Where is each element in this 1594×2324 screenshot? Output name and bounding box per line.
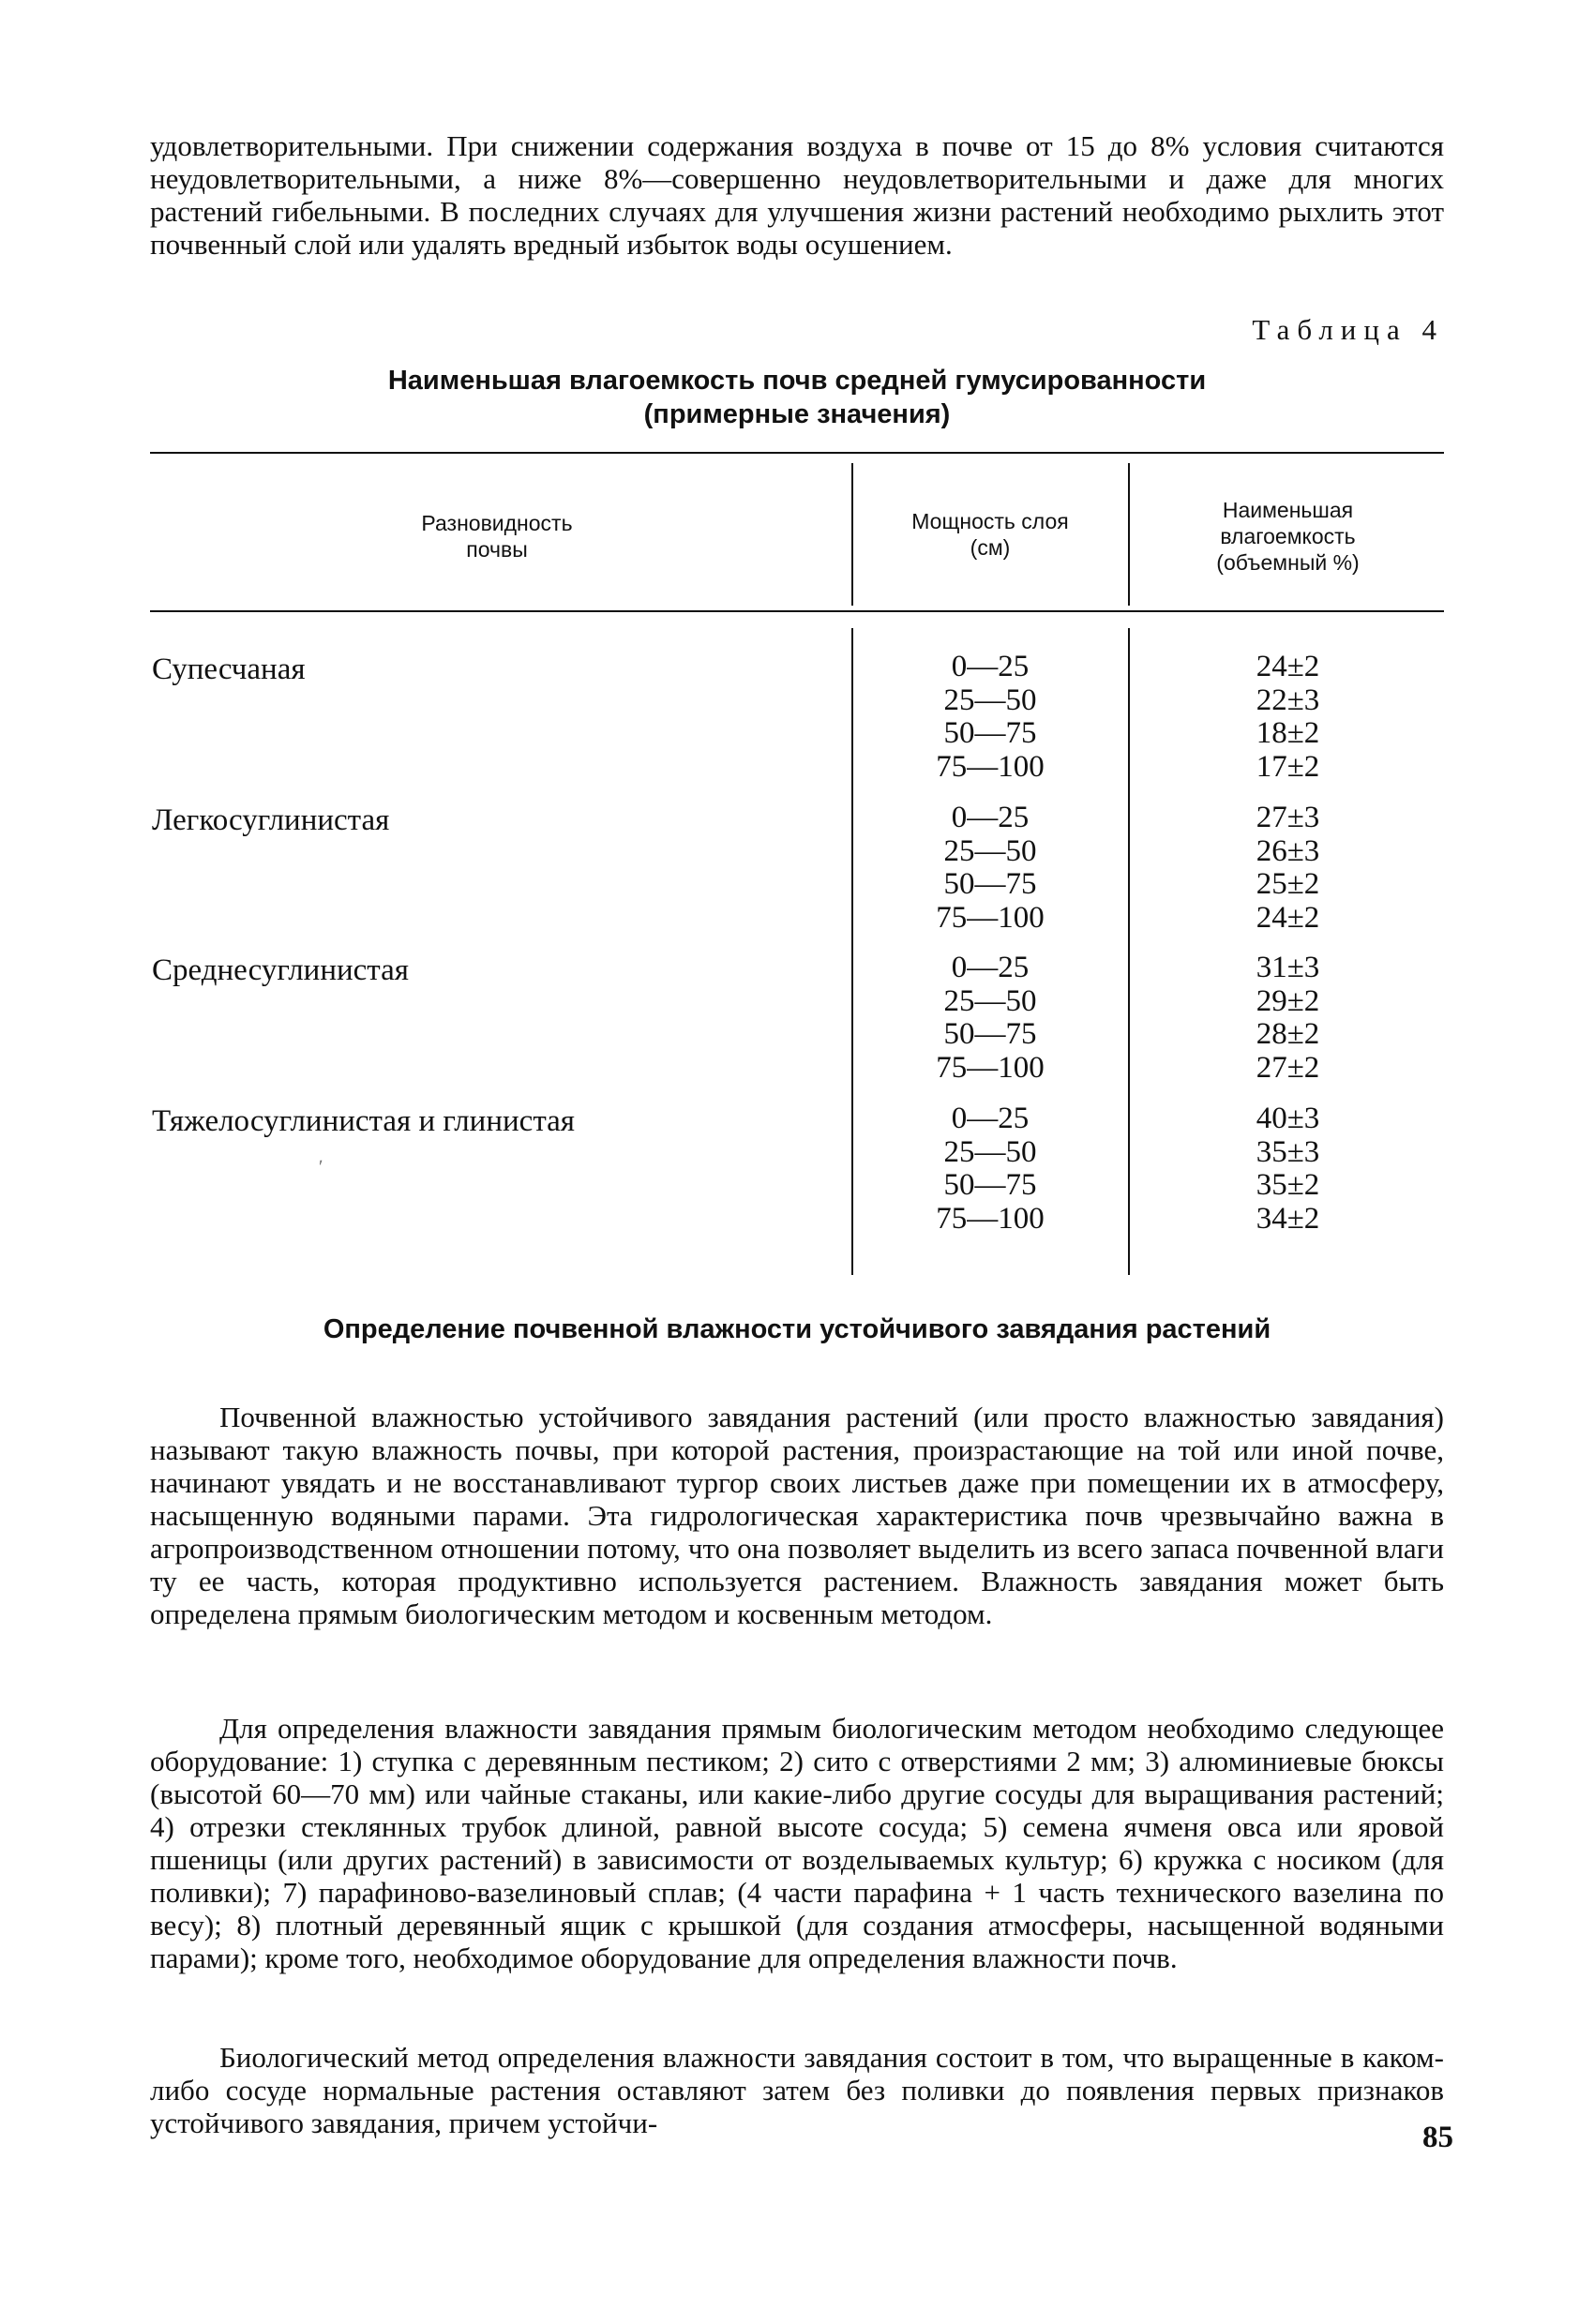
body-paragraph-2: Для определения влажности завядания прямым биологическим методом необходимо следующее оборудование: 1) ступка с деревянным пестиком; 2) сито с отверстиями 2 мм; 3) алюминиевые бюксы (высотой 60—70 мм) или чайные стаканы, или какие-либо другие сосуды для выращивания растений; 4) отрезки стеклянных трубок длиной, равной высоте сосуда; 5) семена ячменя овса или яровой пшеницы (или других растений) в зависимости от возделываемых культур; 6) кружка с носиком (для поливки); 7) парафиново-вазелиновый сплав; (4 части парафина + 1 часть технического вазелина по весу); 8) плотный деревянный ящик с крышкой (для создания атмосферы, насыщенной водяными парами); кроме того, необходимое оборудование для определения влажности почв. (150, 1712, 1444, 1974)
table-header-rule (150, 610, 1444, 612)
soil-type-label: Супесчаная (152, 652, 306, 686)
depth-cell-group: 0—25 25—50 50—75 75—100 (936, 801, 1045, 936)
table-title-line-2: (примерные значения) (643, 399, 951, 429)
soil-type-label: Среднесуглинистая (152, 953, 409, 987)
body-paragraph-3: Биологический метод определения влажности завядания состоит в том, что выращенные в каком-либо сосуде нормальные растения оставляют затем без поливки до появления первых признаков устойчивого завядания, причем устойчи- (150, 2041, 1444, 2139)
moisture-cell-group: 24±2 22±3 18±2 17±2 (1256, 650, 1320, 785)
header-divider-1 (851, 463, 853, 606)
stray-mark: ʹ (319, 1157, 323, 1177)
moisture-cell-group: 27±3 26±3 25±2 24±2 (1256, 801, 1320, 936)
header-moisture-capacity: Наименьшая влагоемкость (объемный %) (1216, 498, 1360, 575)
soil-type-label: Легкосуглинистая (152, 803, 390, 837)
table-title-line-1: Наименьшая влагоемкость почв средней гумусированности (387, 366, 1207, 396)
depth-cell-group: 0—25 25—50 50—75 75—100 (936, 650, 1045, 785)
table-top-rule (150, 452, 1444, 454)
body-paragraph-1: Почвенной влажностью устойчивого завядания растений (или просто влажностью завядания) называют такую влажность почвы, при которой растения, произрастающие на той или иной почве, начинают увядать и не восстанавливают тургор своих листьев даже при помещении их в атмосферу, насыщенную водяными парами. Эта гидрологическая характеристика почв чрезвычайно важна в агропроизводственном отношении потому, что она позволяет выделить из всего запаса почвенной влаги ту ее часть, которая продуктивно используется растением. Влажность завядания может быть определена прямым биологическим методом и косвенным методом. (150, 1401, 1444, 1630)
body-divider-1 (851, 628, 853, 1275)
depth-cell-group: 0—25 25—50 50—75 75—100 (936, 951, 1045, 1086)
moisture-cell-group: 31±3 29±2 28±2 27±2 (1256, 951, 1320, 1086)
moisture-cell-group: 40±3 35±3 35±2 34±2 (1256, 1102, 1320, 1237)
body-divider-2 (1128, 628, 1130, 1275)
table-title (150, 364, 1444, 431)
section-title: Определение почвенной влажности устойчивого завядания растений (323, 1314, 1271, 1344)
soil-type-label: Тяжелосуглинистая и глинистая (152, 1104, 575, 1138)
depth-cell-group: 0—25 25—50 50—75 75—100 (936, 1102, 1045, 1237)
header-divider-2 (1128, 463, 1130, 606)
table-label: Таблица 4 (1252, 313, 1444, 346)
page-number: 85 (1422, 2121, 1453, 2154)
header-layer-depth: Мощность слоя (см) (911, 509, 1069, 560)
header-soil-type: Разновидность почвы (421, 511, 573, 562)
intro-paragraph: удовлетворительными. При снижении содержания воздуха в почве от 15 до 8% условия считаются неудовлетворительными, а ниже 8%—совершенно неудовлетворительными и даже для многих растений гибельными. В последних случаях для улучшения жизни растений необходимо рыхлить этот почвенный слой или удалять вредный избыток воды осушением. (150, 129, 1444, 261)
